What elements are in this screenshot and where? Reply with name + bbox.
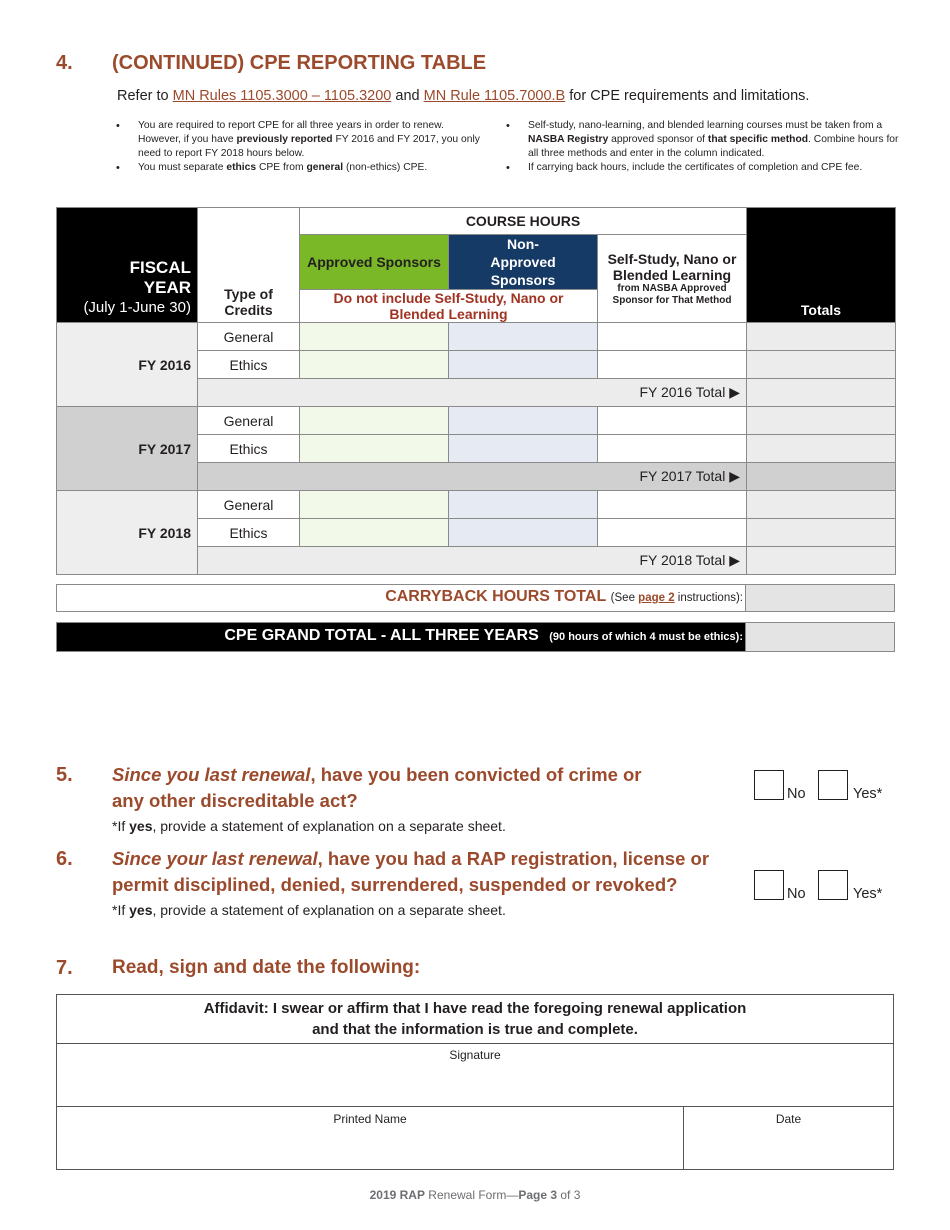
fy2016-general-total-input[interactable] — [747, 323, 896, 351]
q5-no-checkbox[interactable] — [754, 770, 784, 800]
credit-type-general: General — [198, 491, 300, 519]
fy-2016-label: FY 2016 — [57, 323, 198, 407]
section-7-number: 7. — [56, 957, 73, 979]
grand-total-input[interactable] — [745, 623, 894, 651]
fiscal-year-header: FISCAL YEAR (July 1-June 30) — [57, 208, 198, 323]
date-label: Date — [775, 1112, 802, 1126]
question-5-text: Since you last renewal, have you been convicted of crime or any other discreditable act? — [112, 764, 642, 811]
fy2018-general-selfstudy-input[interactable] — [598, 491, 747, 519]
bullet-item: • You are required to report CPE for all three years in order to renew. However, if you have previously reported FY 2016 and FY 2017, you only need to report FY 2018 hours below. — [114, 119, 484, 161]
fy2018-ethics-selfstudy-input[interactable] — [598, 519, 747, 547]
fy2018-general-total-input[interactable] — [747, 491, 896, 519]
fy2018-general-approved-input[interactable] — [300, 491, 449, 519]
fy2017-total-input[interactable] — [747, 463, 896, 491]
question-6-note: *If yes, provide a statement of explanation on a separate sheet. — [112, 902, 506, 918]
do-not-include-note: Do not include Self-Study, Nano or Blended Learning — [300, 290, 598, 323]
signature-label: Signature — [449, 1048, 501, 1062]
grand-total-row — [56, 622, 895, 652]
non-approved-sponsors-header: Non-Approved Sponsors — [449, 235, 598, 290]
credit-type-ethics: Ethics — [198, 351, 300, 379]
fy-2017-label: FY 2017 — [57, 407, 198, 491]
type-of-credits-header: Type of Credits — [198, 208, 300, 323]
fy2017-ethics-total-input[interactable] — [747, 435, 896, 463]
carryback-total-input[interactable] — [745, 585, 894, 611]
question-6-number: 6. — [56, 848, 73, 870]
bullet-item: • Self-study, nano-learning, and blended learning courses must be taken from a NASBA Registry approved sponsor of that specific method. Combine hours for all three methods and enter in the column indicated. — [504, 119, 904, 161]
page-footer: 2019 RAP Renewal Form—Page 3 of 3 — [369, 1188, 581, 1202]
fy2017-ethics-approved-input[interactable] — [300, 435, 449, 463]
fy2016-ethics-selfstudy-input[interactable] — [598, 351, 747, 379]
bullet-item: • You must separate ethics CPE from general (non-ethics) CPE. — [114, 161, 484, 175]
fy2017-general-approved-input[interactable] — [300, 407, 449, 435]
fy2017-total-label: FY 2017 Total ▶ — [198, 463, 747, 491]
fy2016-general-approved-input[interactable] — [300, 323, 449, 351]
mn-rules-link[interactable]: MN Rules 1105.3000 – 1105.3200 — [172, 88, 392, 104]
fy2018-general-nonapproved-input[interactable] — [449, 491, 598, 519]
fy2018-ethics-total-input[interactable] — [747, 519, 896, 547]
question-5-number: 5. — [56, 764, 73, 786]
date-field[interactable] — [684, 1107, 893, 1170]
refer-mid: and — [395, 88, 420, 104]
bullets-left — [114, 119, 484, 175]
q6-no-checkbox[interactable] — [754, 870, 784, 900]
affidavit-text: Affidavit: I swear or affirm that I have read the foregoing renewal application and that the information is true and complete. — [57, 995, 893, 1044]
fy2018-ethics-approved-input[interactable] — [300, 519, 449, 547]
carryback-row — [56, 584, 895, 612]
q6-yes-label: Yes* — [853, 886, 883, 902]
carryback-label: CARRYBACK HOURS TOTAL (See page 2 instructions): — [385, 588, 743, 605]
mn-rule-link[interactable]: MN Rule 1105.7000.B — [423, 88, 566, 104]
q6-no-label: No — [787, 886, 806, 902]
self-study-header: Self-Study, Nano or Blended Learning from NASBA Approved Sponsor for That Method — [598, 235, 747, 323]
printed-name-label: Printed Name — [333, 1112, 407, 1126]
section-4-number: 4. — [56, 52, 73, 74]
q5-yes-label: Yes* — [853, 786, 883, 802]
credit-type-general: General — [198, 407, 300, 435]
totals-header: Totals — [747, 208, 896, 323]
credit-type-ethics: Ethics — [198, 519, 300, 547]
question-5-note: *If yes, provide a statement of explanation on a separate sheet. — [112, 818, 506, 834]
fy2018-ethics-nonapproved-input[interactable] — [449, 519, 598, 547]
fy2016-total-label: FY 2016 Total ▶ — [198, 379, 747, 407]
fy2017-general-selfstudy-input[interactable] — [598, 407, 747, 435]
fy2016-total-input[interactable] — [747, 379, 896, 407]
approved-sponsors-header: Approved Sponsors — [300, 235, 449, 290]
grand-total-label: CPE GRAND TOTAL - ALL THREE YEARS (90 hours of which 4 must be ethics): — [224, 627, 743, 644]
bullet-item: • If carrying back hours, include the certificates of completion and CPE fee. — [504, 161, 904, 175]
q5-no-label: No — [787, 786, 806, 802]
fy2018-total-input[interactable] — [747, 547, 896, 575]
bullets-right — [504, 119, 904, 175]
cpe-reporting-table — [56, 207, 896, 575]
fy2016-ethics-total-input[interactable] — [747, 351, 896, 379]
fy2017-general-nonapproved-input[interactable] — [449, 407, 598, 435]
fy2017-general-total-input[interactable] — [747, 407, 896, 435]
refer-line — [117, 88, 809, 104]
q6-yes-checkbox[interactable] — [818, 870, 848, 900]
section-7-title: Read, sign and date the following: — [112, 957, 421, 978]
fy2017-ethics-selfstudy-input[interactable] — [598, 435, 747, 463]
credit-type-ethics: Ethics — [198, 435, 300, 463]
refer-suffix: for CPE requirements and limitations. — [569, 88, 810, 104]
fy2018-total-label: FY 2018 Total ▶ — [198, 547, 747, 575]
fy2016-general-nonapproved-input[interactable] — [449, 323, 598, 351]
page-2-link[interactable]: page 2 — [638, 592, 675, 604]
fy2017-ethics-nonapproved-input[interactable] — [449, 435, 598, 463]
credit-type-general: General — [198, 323, 300, 351]
signature-field[interactable] — [57, 1044, 893, 1107]
course-hours-header: COURSE HOURS — [300, 208, 747, 235]
printed-name-field[interactable] — [57, 1107, 684, 1170]
question-6-text: Since your last renewal, have you had a RAP registration, license or permit disciplined, denied, surrendered, suspended or revoked? — [112, 848, 710, 895]
fy2016-ethics-nonapproved-input[interactable] — [449, 351, 598, 379]
fy2016-ethics-approved-input[interactable] — [300, 351, 449, 379]
q5-yes-checkbox[interactable] — [818, 770, 848, 800]
fy-2018-label: FY 2018 — [57, 491, 198, 575]
refer-prefix: Refer to — [117, 88, 169, 104]
fy2016-general-selfstudy-input[interactable] — [598, 323, 747, 351]
section-4-title: (CONTINUED) CPE REPORTING TABLE — [112, 52, 487, 74]
affidavit-box — [56, 994, 894, 1170]
